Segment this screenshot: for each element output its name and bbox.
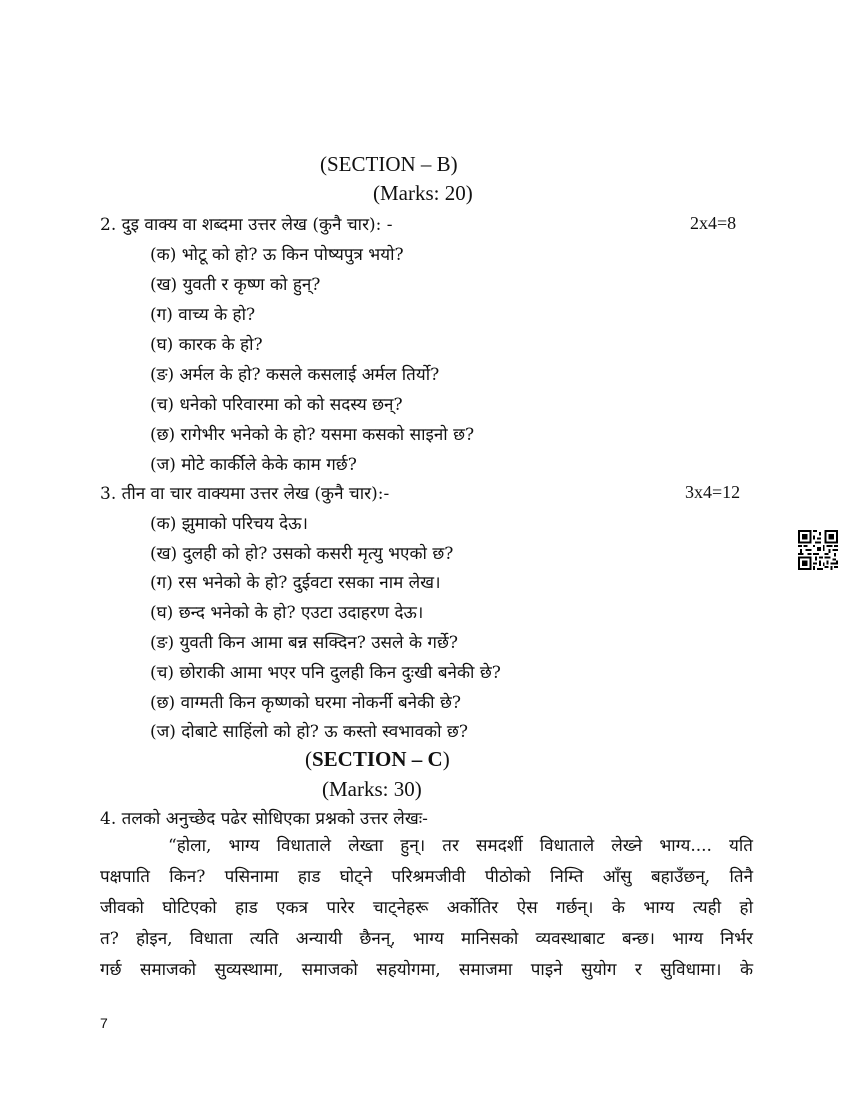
q2-item: (ग) वाच्य के हो? bbox=[150, 305, 256, 325]
section-c-title-close: ) bbox=[442, 747, 450, 771]
question-2-prompt: 2. दुइ वाक्य वा शब्दमा उत्तर लेख (कुनै चार): - bbox=[100, 215, 393, 235]
qr-code-icon bbox=[798, 530, 838, 570]
q2-item: (क) भोटू को हो? ऊ किन पोष्यपुत्र भयो? bbox=[150, 245, 404, 265]
q2-item: (छ) रागेभीर भनेको के हो? यसमा कसको साइनो छ? bbox=[150, 425, 475, 445]
section-c-title-text: SECTION – C bbox=[312, 747, 443, 771]
q3-item: (क) झुमाको परिचय देऊ। bbox=[150, 514, 308, 534]
q3-item: (ख) दुलही को हो? उसको कसरी मृत्यु भएको छ? bbox=[150, 544, 454, 564]
q3-item: (च) छोराकी आमा भएर पनि दुलही किन दुःखी बनेकी छे? bbox=[150, 663, 501, 683]
question-3-prompt: 3. तीन वा चार वाक्यमा उत्तर लेख (कुनै चार):- bbox=[100, 484, 390, 504]
q3-item: (ङ) युवती किन आमा बन्न सक्दिन? उसले के गर्छे? bbox=[150, 633, 459, 653]
question-4-prompt: 4. तलको अनुच्छेद पढेर सोधिएका प्रश्नको उत्तर लेखः- bbox=[100, 809, 428, 829]
question-3-marks: 3x4=12 bbox=[685, 482, 741, 502]
q3-item: (छ) वाग्मती किन कृष्णको घरमा नोकर्नी बनेकी छे? bbox=[150, 693, 462, 713]
section-c-title bbox=[305, 747, 450, 772]
passage-line: “होला, भाग्य विधाताले लेख्ता हुन्। तर समदर्शी विधाताले लेख्ने भाग्य.... यति bbox=[168, 836, 753, 856]
passage-line: पक्षपाति किन? पसिनामा हाड घोट्ने परिश्रमजीवी पीठोको निम्ति आँसु बहाउँछन्, तिनै bbox=[100, 867, 753, 887]
page-number: 7 bbox=[100, 1015, 108, 1031]
q2-item: (ङ) अर्मल के हो? कसले कसलाई अर्मल तिर्यो? bbox=[150, 365, 440, 385]
q2-item: (च) धनेको परिवारमा को को सदस्य छन्? bbox=[150, 395, 403, 415]
section-c-title-open: ( bbox=[305, 747, 312, 771]
passage-line: गर्छ समाजको सुव्यस्थामा, समाजको सहयोगमा, समाजमा पाइने सुयोग र सुविधामा। के bbox=[100, 960, 753, 980]
q2-item: (ख) युवती र कृष्ण को हुन्? bbox=[150, 275, 321, 295]
passage bbox=[100, 831, 753, 986]
q3-item: (ग) रस भनेको के हो? दुईवटा रसका नाम लेख। bbox=[150, 573, 441, 593]
q3-item: (घ) छन्द भनेको के हो? एउटा उदाहरण देऊ। bbox=[150, 603, 424, 623]
section-b-title: (SECTION – B) bbox=[320, 152, 458, 176]
passage-line: जीवको घोटिएको हाड एकत्र पारेर चाट्नेहरू अर्कोतिर ऐस गर्छन्। के भाग्य त्यही हो bbox=[100, 898, 753, 918]
question-2-marks: 2x4=8 bbox=[690, 213, 737, 233]
section-c-marks: (Marks: 30) bbox=[322, 777, 422, 801]
section-b-marks: (Marks: 20) bbox=[373, 181, 473, 205]
q3-item: (ज) दोबाटे साहिंलो को हो? ऊ कस्तो स्वभावको छ? bbox=[150, 722, 468, 742]
passage-line: त? होइन, विधाता त्यति अन्यायी छैनन्, भाग्य मानिसको व्यवस्थाबाट बन्छ। भाग्य निर्भर bbox=[100, 929, 753, 949]
q2-item: (घ) कारक के हो? bbox=[150, 335, 263, 355]
q2-item: (ज) मोटे कार्कीले केके काम गर्छ? bbox=[150, 455, 357, 475]
